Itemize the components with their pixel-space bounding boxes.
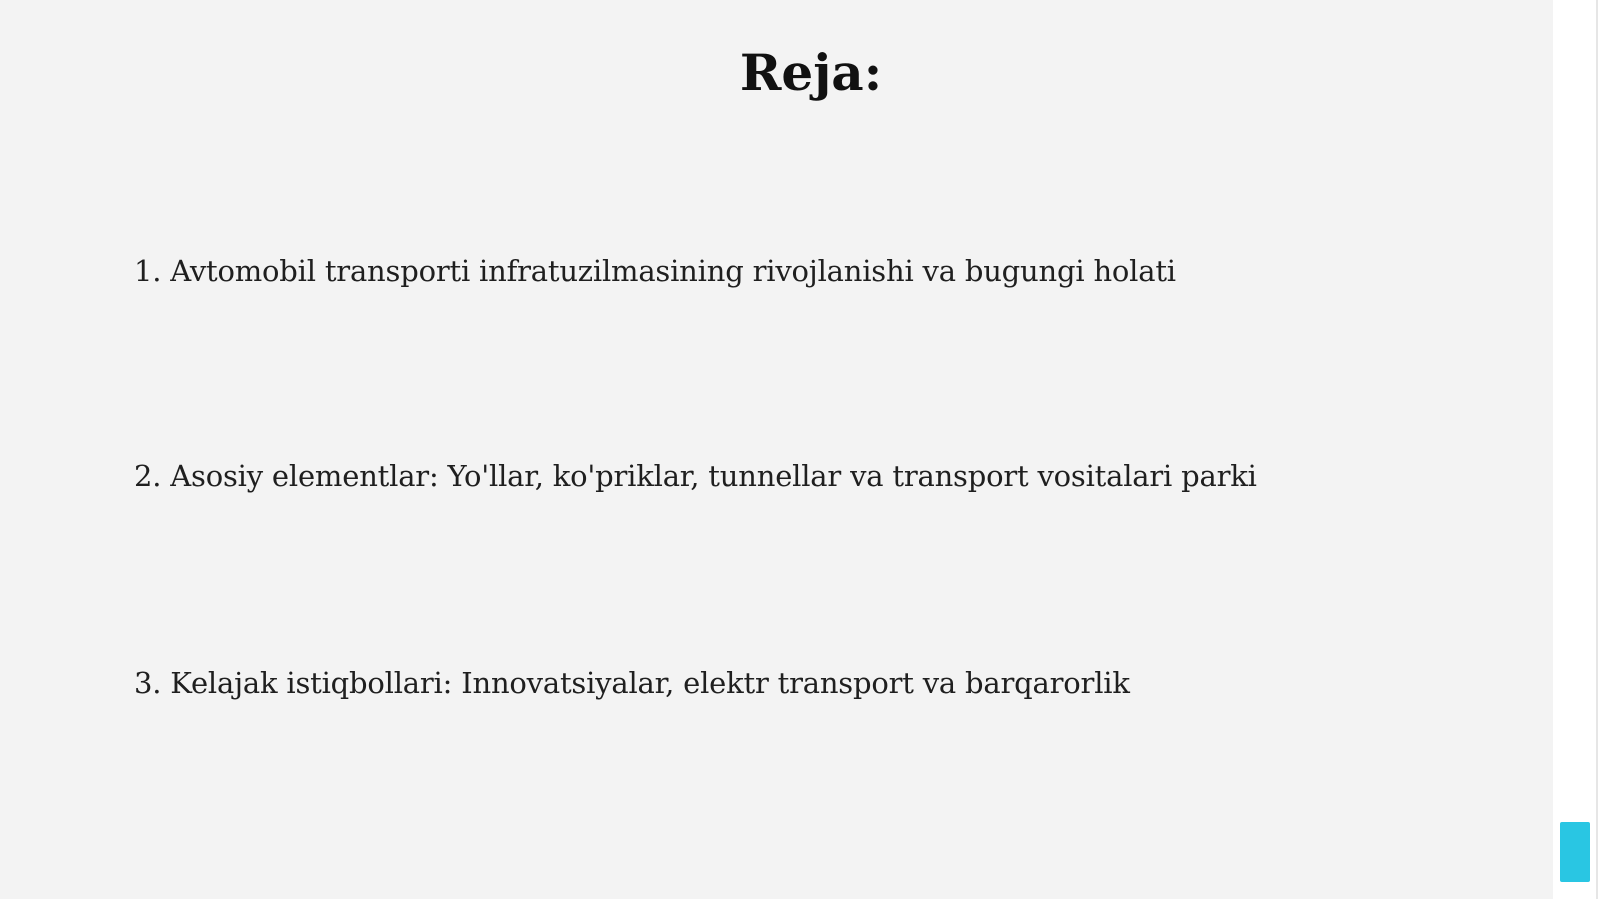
- plan-item-2: 2. Asosiy elementlar: Yo'llar, ko'priklar, tunnellar va transport vositalari parki: [134, 459, 1257, 493]
- plan-item-1: 1. Avtomobil transporti infratuzilmasining rivojlanishi va bugungi holati: [134, 254, 1176, 288]
- side-panel: [1553, 0, 1600, 899]
- plan-item-3: 3. Kelajak istiqbollari: Innovatsiyalar, elektr transport va barqarorlik: [134, 666, 1130, 700]
- edge-divider: [1596, 0, 1598, 899]
- slide-title: Reja:: [739, 43, 883, 102]
- scroll-handle[interactable]: [1560, 822, 1590, 882]
